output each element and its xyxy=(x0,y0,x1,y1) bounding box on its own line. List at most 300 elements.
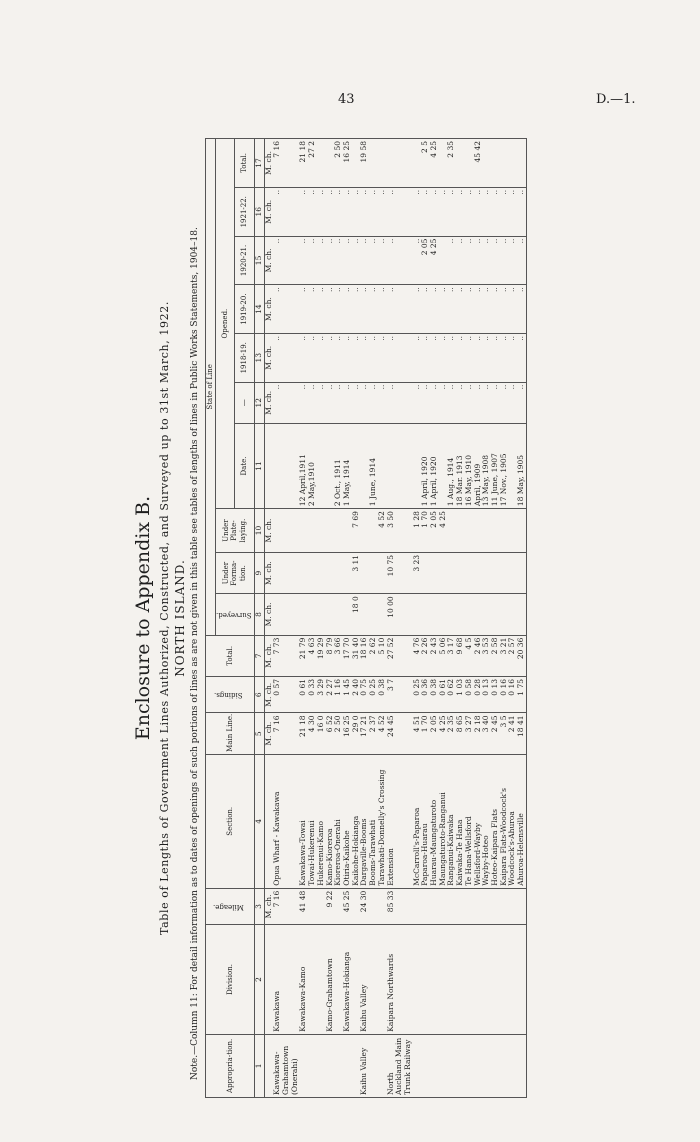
unit-cell: M. ch. xyxy=(264,635,273,676)
island-heading: NORTH ISLAND. xyxy=(173,559,187,677)
col15-cell: .. xyxy=(326,236,335,285)
mileage-cell xyxy=(308,888,317,925)
total-cell: 17 70 xyxy=(343,635,352,676)
total-cell: 2 57 xyxy=(508,635,517,676)
col15-cell: .. xyxy=(456,236,465,285)
column-number: 1 xyxy=(254,1034,264,1097)
col16-cell: .. xyxy=(343,187,352,236)
under-formation-cell xyxy=(421,552,430,593)
date-cell xyxy=(378,423,387,508)
section-cell: Woodcock's-Ahuroa xyxy=(508,754,517,888)
mileage-cell xyxy=(517,888,526,925)
col12-cell: .. xyxy=(334,382,343,423)
unit-cell xyxy=(264,423,273,508)
column-number: 6 xyxy=(254,677,264,714)
appropriation-cell xyxy=(447,1034,456,1097)
section-cell: Ranganui-Kaiwaka xyxy=(447,754,456,888)
surveyed-cell xyxy=(465,594,474,635)
under-formation-cell xyxy=(447,552,456,593)
under-platelaying-cell xyxy=(360,509,369,553)
col12-cell: .. xyxy=(326,382,335,423)
appropriation-cell xyxy=(317,1034,326,1097)
col14-cell: .. xyxy=(352,285,361,334)
hdr-1918: 1918-19. xyxy=(235,333,255,382)
appropriation-cell xyxy=(421,1034,430,1097)
main-line-cell: 17 21 xyxy=(360,713,369,754)
sidings-cell: 2 27 xyxy=(326,677,335,714)
unit-cell: M. ch. xyxy=(264,285,273,334)
main-line-cell: 2 37 xyxy=(369,713,378,754)
mileage-cell: 45 25 xyxy=(343,888,352,925)
main-line-cell: 2 50 xyxy=(334,713,343,754)
hdr-1921: 1921-22. xyxy=(235,187,255,236)
col16-cell: .. xyxy=(299,187,308,236)
col13-cell: .. xyxy=(413,333,422,382)
column-number: 2 xyxy=(254,925,264,1035)
col14-cell: .. xyxy=(447,285,456,334)
col16-cell: .. xyxy=(378,187,387,236)
main-line-cell: 2 45 xyxy=(491,713,500,754)
mileage-cell xyxy=(465,888,474,925)
table-row xyxy=(343,139,352,1098)
under-formation-cell xyxy=(482,552,491,593)
col12-cell: .. xyxy=(465,382,474,423)
total-cell: 3 17 xyxy=(447,635,456,676)
hdr-under-formation: Under Forma-tion. xyxy=(215,552,254,593)
under-platelaying-cell: 7 69 xyxy=(352,509,361,553)
sidings-cell: 0 13 xyxy=(482,677,491,714)
col16-cell: .. xyxy=(456,187,465,236)
hdr-dash: — xyxy=(235,382,255,423)
under-formation-cell xyxy=(369,552,378,593)
col15-cell: .. xyxy=(508,236,517,285)
sidings-cell: 0 61 xyxy=(299,677,308,714)
unit-cell: M. ch. xyxy=(264,333,273,382)
section-cell: Hoteo-Kaipara Flats xyxy=(491,754,500,888)
under-formation-cell xyxy=(299,552,308,593)
total-cell: 2 58 xyxy=(491,635,500,676)
main-line-cell: 2 41 xyxy=(508,713,517,754)
col13-cell: .. xyxy=(273,333,299,382)
table-row xyxy=(474,139,483,1098)
col16-cell: .. xyxy=(387,187,413,236)
col16-cell: .. xyxy=(491,187,500,236)
sidings-cell: 0 16 xyxy=(500,677,509,714)
unit-cell: M. ch. xyxy=(264,187,273,236)
under-formation-cell: 10 75 xyxy=(387,552,413,593)
mileage-cell xyxy=(491,888,500,925)
col12-cell: .. xyxy=(369,382,378,423)
col13-cell: .. xyxy=(352,333,361,382)
appropriation-cell xyxy=(308,1034,317,1097)
sidings-cell: 1 45 xyxy=(343,677,352,714)
main-line-cell: 24 45 xyxy=(387,713,413,754)
surveyed-cell xyxy=(317,594,326,635)
column-number: 17 xyxy=(254,139,264,188)
col16-cell: .. xyxy=(317,187,326,236)
col13-cell: .. xyxy=(491,333,500,382)
col16-cell: .. xyxy=(517,187,526,236)
appropriation-cell xyxy=(474,1034,483,1097)
division-cell: Kaihu Valley xyxy=(360,925,369,1035)
hdr-state-of-line: State of Line xyxy=(206,139,216,636)
sidings-cell: 0 75 xyxy=(360,677,369,714)
column-number: 4 xyxy=(254,754,264,888)
hdr-date: Date. xyxy=(235,423,255,508)
col12-cell: .. xyxy=(413,382,422,423)
under-platelaying-cell xyxy=(334,509,343,553)
col12-cell: .. xyxy=(421,382,430,423)
sidings-cell: 1 16 xyxy=(334,677,343,714)
col14-cell: .. xyxy=(387,285,413,334)
division-cell xyxy=(308,925,317,1035)
col13-cell: .. xyxy=(308,333,317,382)
total-cell: 3 66 xyxy=(334,635,343,676)
total-cell: 5 06 xyxy=(439,635,448,676)
surveyed-cell xyxy=(447,594,456,635)
mileage-cell xyxy=(447,888,456,925)
col12-cell: .. xyxy=(343,382,352,423)
total-opened-cell xyxy=(369,139,378,188)
surveyed-cell xyxy=(369,594,378,635)
col14-cell: .. xyxy=(517,285,526,334)
col12-cell: .. xyxy=(378,382,387,423)
appropriation-cell xyxy=(465,1034,474,1097)
col14-cell: .. xyxy=(273,285,299,334)
col14-cell: .. xyxy=(456,285,465,334)
table-row xyxy=(413,139,422,1098)
section-cell: Kamo-Kioreroa xyxy=(326,754,335,888)
surveyed-cell xyxy=(500,594,509,635)
sidings-cell: 3 7 xyxy=(387,677,413,714)
mileage-cell xyxy=(439,888,448,925)
sidings-cell: 1 03 xyxy=(456,677,465,714)
enclosure-title: Enclosure to Appendix B. xyxy=(132,495,154,741)
table-row xyxy=(482,139,491,1098)
mileage-cell xyxy=(421,888,430,925)
col14-cell: .. xyxy=(465,285,474,334)
column-number: 8 xyxy=(254,594,264,635)
column-number: 15 xyxy=(254,236,264,285)
col16-cell: .. xyxy=(421,187,430,236)
col16-cell: .. xyxy=(500,187,509,236)
table-row xyxy=(326,139,335,1098)
sidings-cell: 2 40 xyxy=(352,677,361,714)
total-cell: 7 73 xyxy=(273,635,299,676)
col15-cell: .. xyxy=(369,236,378,285)
total-cell: 4 76 xyxy=(413,635,422,676)
division-cell xyxy=(491,925,500,1035)
under-formation-cell: 3 23 xyxy=(413,552,422,593)
total-opened-cell: 19 58 xyxy=(360,139,369,188)
under-platelaying-cell: 1 70 xyxy=(421,509,430,553)
surveyed-cell xyxy=(482,594,491,635)
col15-cell: .. xyxy=(360,236,369,285)
under-platelaying-cell: 1 28 xyxy=(413,509,422,553)
col13-cell: .. xyxy=(500,333,509,382)
under-formation-cell xyxy=(326,552,335,593)
col14-cell: .. xyxy=(343,285,352,334)
table-body xyxy=(254,139,526,1098)
total-opened-cell: 27 2 xyxy=(308,139,317,188)
appropriation-cell xyxy=(500,1034,509,1097)
under-formation-cell xyxy=(491,552,500,593)
total-cell: 9 68 xyxy=(456,635,465,676)
appropriation-cell xyxy=(334,1034,343,1097)
col13-cell: .. xyxy=(439,333,448,382)
main-line-cell: 2 35 xyxy=(447,713,456,754)
main-line-cell: 7 16 xyxy=(273,713,299,754)
col15-cell: .. xyxy=(474,236,483,285)
hdr-total: Total. xyxy=(206,635,255,676)
total-opened-cell xyxy=(500,139,509,188)
total-opened-cell xyxy=(387,139,413,188)
col14-cell: .. xyxy=(500,285,509,334)
hdr-appropriation: Appropria-tion. xyxy=(206,1034,255,1097)
table-row xyxy=(317,139,326,1098)
date-cell: 17 Nov., 1905 xyxy=(500,423,509,508)
division-cell xyxy=(369,925,378,1035)
main-line-cell: 3 27 xyxy=(465,713,474,754)
hdr-surveyed xyxy=(215,594,254,635)
under-platelaying-cell xyxy=(465,509,474,553)
col15-cell: .. xyxy=(517,236,526,285)
col12-cell: .. xyxy=(517,382,526,423)
col15-cell: 2 05 xyxy=(421,236,430,285)
col16-cell: .. xyxy=(508,187,517,236)
col12-cell: .. xyxy=(299,382,308,423)
col13-cell: .. xyxy=(387,333,413,382)
col12-cell: .. xyxy=(491,382,500,423)
total-cell: 5 10 xyxy=(378,635,387,676)
under-formation-cell xyxy=(317,552,326,593)
section-cell: McCarroll's-Paparoa xyxy=(413,754,422,888)
col13-cell: .. xyxy=(343,333,352,382)
total-opened-cell: 2 50 xyxy=(334,139,343,188)
col14-cell: .. xyxy=(317,285,326,334)
appropriation-cell xyxy=(413,1034,422,1097)
unit-row xyxy=(264,139,273,1098)
surveyed-cell: 18 0 xyxy=(352,594,361,635)
col13-cell: .. xyxy=(482,333,491,382)
section-cell: Kaiwaka-Te Hana xyxy=(456,754,465,888)
division-cell xyxy=(421,925,430,1035)
under-formation-cell xyxy=(517,552,526,593)
under-platelaying-cell xyxy=(508,509,517,553)
col14-cell: .. xyxy=(369,285,378,334)
col12-cell: .. xyxy=(273,382,299,423)
under-platelaying-cell xyxy=(273,509,299,553)
sidings-cell: 3 29 xyxy=(317,677,326,714)
surveyed-cell xyxy=(334,594,343,635)
main-line-cell: 2 05 xyxy=(430,713,439,754)
unit-cell: M. ch. xyxy=(264,139,273,188)
section-cell: Dargaville-Booms xyxy=(360,754,369,888)
total-cell: 21 79 xyxy=(299,635,308,676)
hdr-1920: 1920-21. xyxy=(235,236,255,285)
column-number: 16 xyxy=(254,187,264,236)
section-cell: Kaikohe-Hokianga xyxy=(352,754,361,888)
mileage-cell: 7 16 xyxy=(273,888,299,925)
main-line-cell: 4 30 xyxy=(308,713,317,754)
mileage-cell xyxy=(508,888,517,925)
unit-cell: M. ch. xyxy=(264,713,273,754)
column-number: 12 xyxy=(254,382,264,423)
col14-cell: .. xyxy=(491,285,500,334)
division-cell xyxy=(430,925,439,1035)
col12-cell: .. xyxy=(308,382,317,423)
col13-cell: .. xyxy=(517,333,526,382)
col15-cell: .. xyxy=(465,236,474,285)
mileage-cell: 85 33 xyxy=(387,888,413,925)
under-platelaying-cell xyxy=(500,509,509,553)
col12-cell: .. xyxy=(317,382,326,423)
sidings-cell: 0 25 xyxy=(413,677,422,714)
hdr-surveyed-text: Surveyed. xyxy=(215,610,252,619)
col13-cell: .. xyxy=(447,333,456,382)
under-platelaying-cell xyxy=(491,509,500,553)
total-cell: 27 52 xyxy=(387,635,413,676)
col13-cell: .. xyxy=(474,333,483,382)
col15-cell: .. xyxy=(308,236,317,285)
total-cell: 19 29 xyxy=(317,635,326,676)
total-cell: 3 53 xyxy=(482,635,491,676)
appropriation-cell xyxy=(456,1034,465,1097)
col14-cell: .. xyxy=(439,285,448,334)
date-cell xyxy=(273,423,299,508)
note: Note.—Column 11: For detail information as to dates of openings of such portions of lines as are not given in this table see tables of lengths of lines in Public Works Statements, 1904–18. xyxy=(190,227,200,1080)
col14-cell: .. xyxy=(378,285,387,334)
col15-cell: .. xyxy=(378,236,387,285)
under-platelaying-cell: 2 05 xyxy=(430,509,439,553)
total-opened-cell: 16 25 xyxy=(343,139,352,188)
sidings-cell: 0 16 xyxy=(508,677,517,714)
date-cell: 12 April,1911 xyxy=(299,423,308,508)
appropriation-cell xyxy=(299,1034,308,1097)
col13-cell: .. xyxy=(317,333,326,382)
col13-cell: .. xyxy=(378,333,387,382)
main-line-cell: 3 5 xyxy=(500,713,509,754)
date-cell: 16 May, 1910 xyxy=(465,423,474,508)
under-platelaying-cell: 4 52 xyxy=(378,509,387,553)
sidings-cell: 1 75 xyxy=(517,677,526,714)
col16-cell: .. xyxy=(447,187,456,236)
table-row xyxy=(352,139,361,1098)
table-row xyxy=(369,139,378,1098)
main-line-cell: 2 18 xyxy=(474,713,483,754)
page-reference: D.—1. xyxy=(596,92,636,107)
total-opened-cell: 4 25 xyxy=(430,139,439,188)
main-line-cell: 18 41 xyxy=(517,713,526,754)
sidings-cell: 0 25 xyxy=(369,677,378,714)
sidings-cell: 0 33 xyxy=(308,677,317,714)
hdr-sidings-text: Sidings. xyxy=(214,691,243,700)
mileage-cell xyxy=(456,888,465,925)
mileage-cell xyxy=(430,888,439,925)
surveyed-cell xyxy=(413,594,422,635)
section-cell: Wellsford-Wayby xyxy=(474,754,483,888)
total-opened-cell: 2 5 xyxy=(421,139,430,188)
table-row xyxy=(273,139,299,1098)
total-cell: 4 63 xyxy=(308,635,317,676)
col16-cell: .. xyxy=(465,187,474,236)
col14-cell: .. xyxy=(326,285,335,334)
date-cell: 18 Mar. 1913 xyxy=(456,423,465,508)
main-line-cell: 29 0 xyxy=(352,713,361,754)
col15-cell: .. xyxy=(413,236,422,285)
total-cell: 2 62 xyxy=(369,635,378,676)
division-cell xyxy=(439,925,448,1035)
table-row xyxy=(465,139,474,1098)
table-row xyxy=(517,139,526,1098)
division-cell: Kawakawa xyxy=(273,925,299,1035)
section-cell: Extension xyxy=(387,754,413,888)
col12-cell: .. xyxy=(482,382,491,423)
surveyed-cell xyxy=(491,594,500,635)
col12-cell: .. xyxy=(439,382,448,423)
col16-cell: .. xyxy=(334,187,343,236)
appropriation-cell xyxy=(491,1034,500,1097)
col13-cell: .. xyxy=(430,333,439,382)
section-cell: Paparoa-Huarau xyxy=(421,754,430,888)
surveyed-cell xyxy=(299,594,308,635)
col13-cell: .. xyxy=(299,333,308,382)
division-cell xyxy=(456,925,465,1035)
total-opened-cell: 7 16 xyxy=(273,139,299,188)
table-row xyxy=(360,139,369,1098)
under-formation-cell xyxy=(360,552,369,593)
appropriation-cell xyxy=(430,1034,439,1097)
column-number: 7 xyxy=(254,635,264,676)
under-platelaying-cell xyxy=(317,509,326,553)
table-row xyxy=(508,139,517,1098)
date-cell: 2 Oct., 1911 xyxy=(334,423,343,508)
col14-cell: .. xyxy=(482,285,491,334)
unit-cell: M. ch. xyxy=(264,382,273,423)
appropriation-cell: Kawakawa-Grahamtown (Onerahi) xyxy=(273,1034,299,1097)
col16-cell: .. xyxy=(413,187,422,236)
unit-cell: M. ch. xyxy=(264,552,273,593)
column-number-row xyxy=(254,139,264,1098)
col12-cell: .. xyxy=(352,382,361,423)
col12-cell: .. xyxy=(500,382,509,423)
table-row xyxy=(421,139,430,1098)
lines-table xyxy=(205,138,527,1098)
col12-cell: .. xyxy=(474,382,483,423)
mileage-cell xyxy=(369,888,378,925)
col13-cell: .. xyxy=(508,333,517,382)
section-cell: Kioreroa-Onerahi xyxy=(334,754,343,888)
total-cell: 31 40 xyxy=(352,635,361,676)
division-cell xyxy=(482,925,491,1035)
total-opened-cell xyxy=(517,139,526,188)
col16-cell: .. xyxy=(308,187,317,236)
col15-cell: .. xyxy=(447,236,456,285)
appropriation-cell xyxy=(508,1034,517,1097)
col15-cell: .. xyxy=(299,236,308,285)
col15-cell: .. xyxy=(317,236,326,285)
mileage-cell: 9 22 xyxy=(326,888,335,925)
surveyed-cell xyxy=(456,594,465,635)
division-cell xyxy=(465,925,474,1035)
date-cell: 13 May, 1908 xyxy=(482,423,491,508)
under-formation-cell xyxy=(508,552,517,593)
col12-cell: .. xyxy=(387,382,413,423)
col14-cell: .. xyxy=(334,285,343,334)
total-opened-cell: 2 35 xyxy=(447,139,456,188)
mileage-cell: 24 30 xyxy=(360,888,369,925)
table-header xyxy=(206,139,255,1098)
